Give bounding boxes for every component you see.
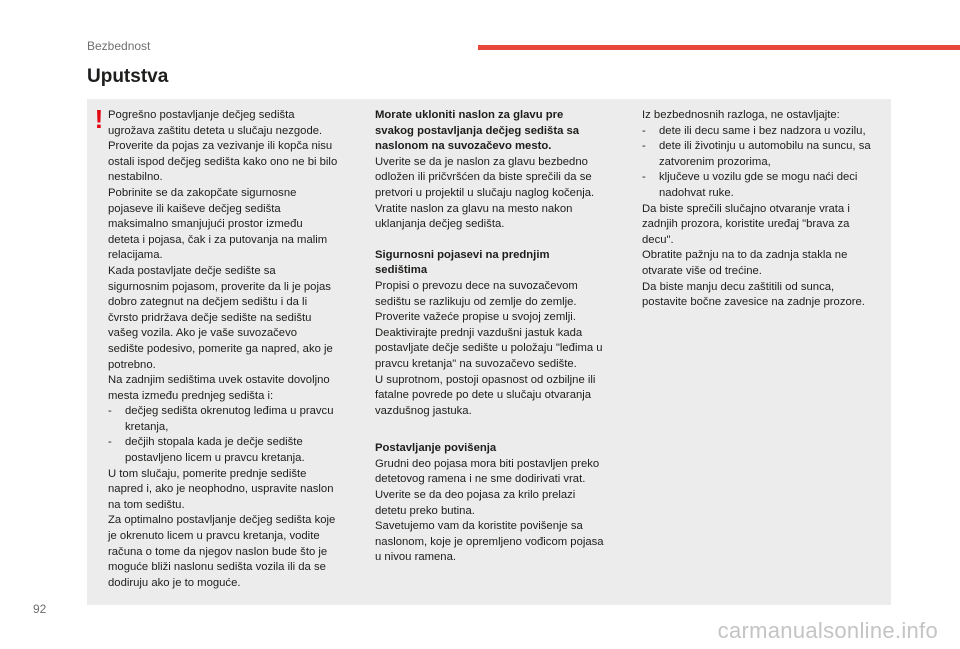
text-line: Deaktivirajte prednji vazdušni jastuk kada (375, 326, 583, 339)
text-line: vazdušnog jastuka. (375, 404, 472, 417)
text-line: je okrenuto licem u pravcu kretanja, vodite (108, 530, 320, 543)
text-line: deteta i pojasa, čak i za putovanja na malim (108, 233, 328, 246)
text-line: detetu preko butina. (375, 504, 475, 517)
bullet-item-cont: kretanja, (125, 420, 169, 433)
bullet-item: - dete ili životinju u automobilu na suncu, sa (642, 139, 888, 155)
page-title: Uputstva (87, 66, 169, 87)
spacer (375, 233, 623, 248)
text-line: ostali ispod dečjeg sedišta kako ono ne bi bilo (108, 155, 338, 168)
text-line: pravcu kretanja" na suvozačevo sedište. (375, 357, 577, 370)
text-line: pojaseve ili kaiševe dečjeg sedišta (108, 202, 281, 215)
text-line: postavite bočne zavesice na zadnje prozore. (642, 296, 865, 309)
bullet-item-cont: zatvorenim prozorima, (659, 155, 771, 168)
text-line: Vratite naslon za glavu na mesto nakon (375, 202, 573, 215)
bullet-item-cont: postavljeno licem u pravcu kretanja. (125, 452, 305, 465)
text-line: Proverite važeće propise u svojoj zemlji. (375, 311, 576, 324)
text-line: Kada postavljate dečje sedište sa (108, 264, 276, 277)
text-line: Savetujemo vam da koristite povišenje sa (375, 520, 583, 533)
text-line: Za optimalno postavljanje dečjeg sedišta koje (108, 514, 336, 527)
text-line: decu". (642, 233, 674, 246)
text-line: naslonom, koje je opremljeno vođicom pojasa (375, 535, 604, 548)
bullet-item: - dečjeg sedišta okrenutog leđima u pravcu (108, 404, 358, 420)
text-line: Propisi o prevozu dece na suvozačevom (375, 279, 578, 292)
text-line: Uverite se da je naslon za glavu bezbedno (375, 155, 588, 168)
text-line: pretvori u projektil u slučaju naglog kočenja. (375, 186, 595, 199)
spacer (375, 419, 623, 441)
text-line: maksimalno smanjujući prostor između (108, 218, 303, 231)
text-line: dodiruju ako je to moguće. (108, 576, 241, 589)
text-line: nestabilno. (108, 171, 163, 184)
text-line: fatalne povrede po dete u slučaju otvaranja (375, 389, 592, 402)
text-line: odložen ili pričvršćen da biste sprečili da se (375, 171, 592, 184)
text-line: detetovog ramena i ne sme dodirivati vrat. (375, 473, 586, 486)
text-line: čvrsto pridržava dečje sedište na sedištu (108, 311, 312, 324)
text-line: moguće bliži naslonu sedišta vozila ili da se (108, 561, 326, 574)
text-line: računa o tome da njegov naslon bude što je (108, 545, 328, 558)
section-heading: sedištima (375, 264, 428, 277)
text-line: zadnjih prozora, koristite uređaj "brava za (642, 218, 850, 231)
section-label: Bezbednost (87, 39, 151, 53)
header-accent-bar (478, 45, 960, 50)
column-middle (375, 108, 623, 566)
text-line: Da biste sprečili slučajno otvaranje vrata i (642, 202, 850, 215)
text-line: U tom slučaju, pomerite prednje sedište (108, 467, 307, 480)
text-line: napred i, ako je neophodno, uspravite naslon (108, 483, 334, 496)
section-heading: Sigurnosni pojasevi na prednjim (375, 248, 550, 261)
page-number: 92 (33, 602, 47, 616)
bullet-item: - dečjih stopala kada je dečje sedište (108, 435, 358, 451)
bullet-item: - dete ili decu same i bez nadzora u vozilu, (642, 124, 888, 140)
text-line: Pobrinite se da zakopčate sigurnosne (108, 186, 297, 199)
text-line: Da biste manju decu zaštitili od sunca, (642, 280, 835, 293)
text-line: Grudni deo pojasa mora biti postavljen preko (375, 457, 600, 470)
text-line: postavljate dečje sedište u položaju "leđima u (375, 342, 603, 355)
section-heading: Morate ukloniti naslon za glavu pre (375, 109, 564, 121)
text-line: Iz bezbednosnih razloga, ne ostavljajte: (642, 109, 840, 121)
text-line: sedištu se razlikuju od zemlje do zemlje. (375, 295, 577, 308)
text-line: u nivou ramena. (375, 551, 457, 564)
exclamation-icon: ! (94, 104, 104, 134)
column-right (642, 108, 888, 311)
text-line: otvarate više od trećine. (642, 264, 762, 277)
text-line: potrebno. (108, 358, 156, 371)
section-heading: svakog postavljanja dečjeg sedišta sa (375, 124, 580, 137)
column-warning (108, 108, 358, 591)
text-line: Uverite se da deo pojasa za krilo prelazi (375, 489, 576, 502)
text-line: Proverite da pojas za vezivanje ili kopča nisu (108, 140, 333, 153)
text-line: relacijama. (108, 249, 163, 262)
watermark: carmanualsonline.info (717, 618, 938, 643)
text-line: uklanjanja dečjeg sedišta. (375, 218, 505, 231)
section-heading: naslonom na suvozačevo mesto. (375, 140, 552, 153)
text-line: Na zadnjim sedištima uvek ostavite dovoljno (108, 374, 330, 387)
text-line: Obratite pažnju na to da zadnja stakla ne (642, 249, 848, 262)
text-line: U suprotnom, postoji opasnost od ozbiljne ili (375, 373, 596, 386)
bullet-item: - ključeve u vozilu gde se mogu naći deci (642, 170, 888, 186)
text-line: sigurnosnim pojasom, proverite da li je pojas (108, 280, 331, 293)
text-line: ugrožava zaštitu deteta u slučaju nezgode. (108, 124, 323, 137)
section-heading: Postavljanje povišenja (375, 442, 497, 455)
text-line: Pogrešno postavljanje dečjeg sedišta (108, 109, 295, 121)
text-line: sedište podesivo, pomerite ga napred, ako je (108, 342, 333, 355)
text-line: na tom sedištu. (108, 498, 185, 511)
bullet-item-cont: nadohvat ruke. (659, 186, 734, 199)
text-line: mesta između prednjeg sedišta i: (108, 389, 274, 402)
text-line: vašeg vozila. Ako je vaše suvozačevo (108, 327, 298, 340)
text-line: dobro zategnut na dečjem sedištu i da li (108, 296, 308, 309)
